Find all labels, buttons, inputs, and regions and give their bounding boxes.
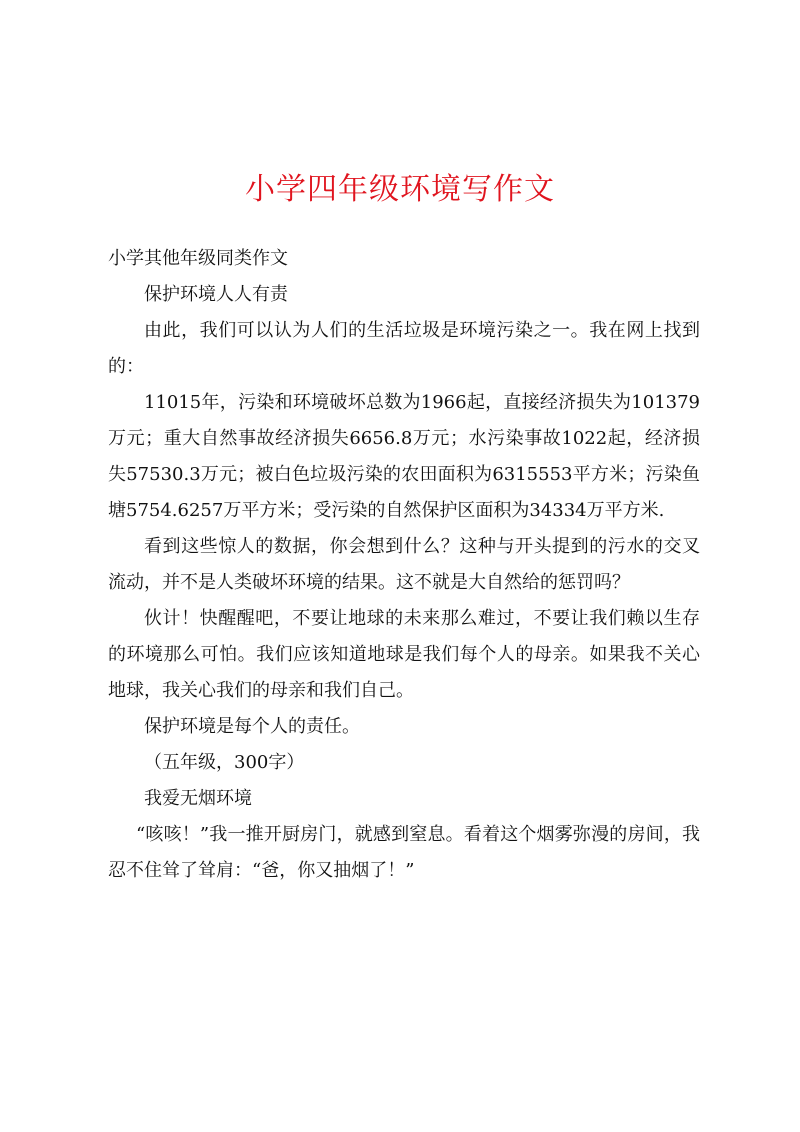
paragraph: 保护环境是每个人的责任。 xyxy=(144,716,360,737)
paragraph: “咳咳！”我一推开厨房门，就感到窒息。看着这个烟雾弥漫的房间，我忍不住耸了耸肩：“爸，你又抽烟了！” xyxy=(108,824,700,881)
paragraph: 伙计！快醒醒吧，不要让地球的未来那么难过，不要让我们赖以生存的环境那么可怕。我们应该知道地球是我们每个人的母亲。如果我不关心地球，我关心我们的母亲和我们自己。 xyxy=(108,608,700,701)
paragraph: 看到这些惊人的数据，你会想到什么？这种与开头提到的污水的交叉流动，并不是人类破坏环境的结果。这不就是大自然给的惩罚吗？ xyxy=(108,536,700,593)
paragraph-statistics: 11015年，污染和环境破坏总数为1966起，直接经济损失为101379万元；重大自然事故经济损失6656.8万元；水污染事故1022起，经济损失57530.3万元；被白色垃圾污染的农田面积为6315553平方米；污染鱼塘5754.6257万平方米；受污染的自然保护区面积为34334万平方米. xyxy=(108,392,700,521)
category-label: 小学其他年级同类作文 xyxy=(108,248,288,269)
paragraph: 由此，我们可以认为人们的生活垃圾是环境污染之一。我在网上找到的： xyxy=(108,320,700,377)
document-title: 小学四年级环境写作文 xyxy=(245,172,555,207)
essay-title-2: 我爱无烟环境 xyxy=(144,788,252,809)
grade-wordcount-note: （五年级，300字） xyxy=(144,752,305,773)
essay-title-1: 保护环境人人有责 xyxy=(144,284,288,305)
document-body xyxy=(108,241,700,889)
